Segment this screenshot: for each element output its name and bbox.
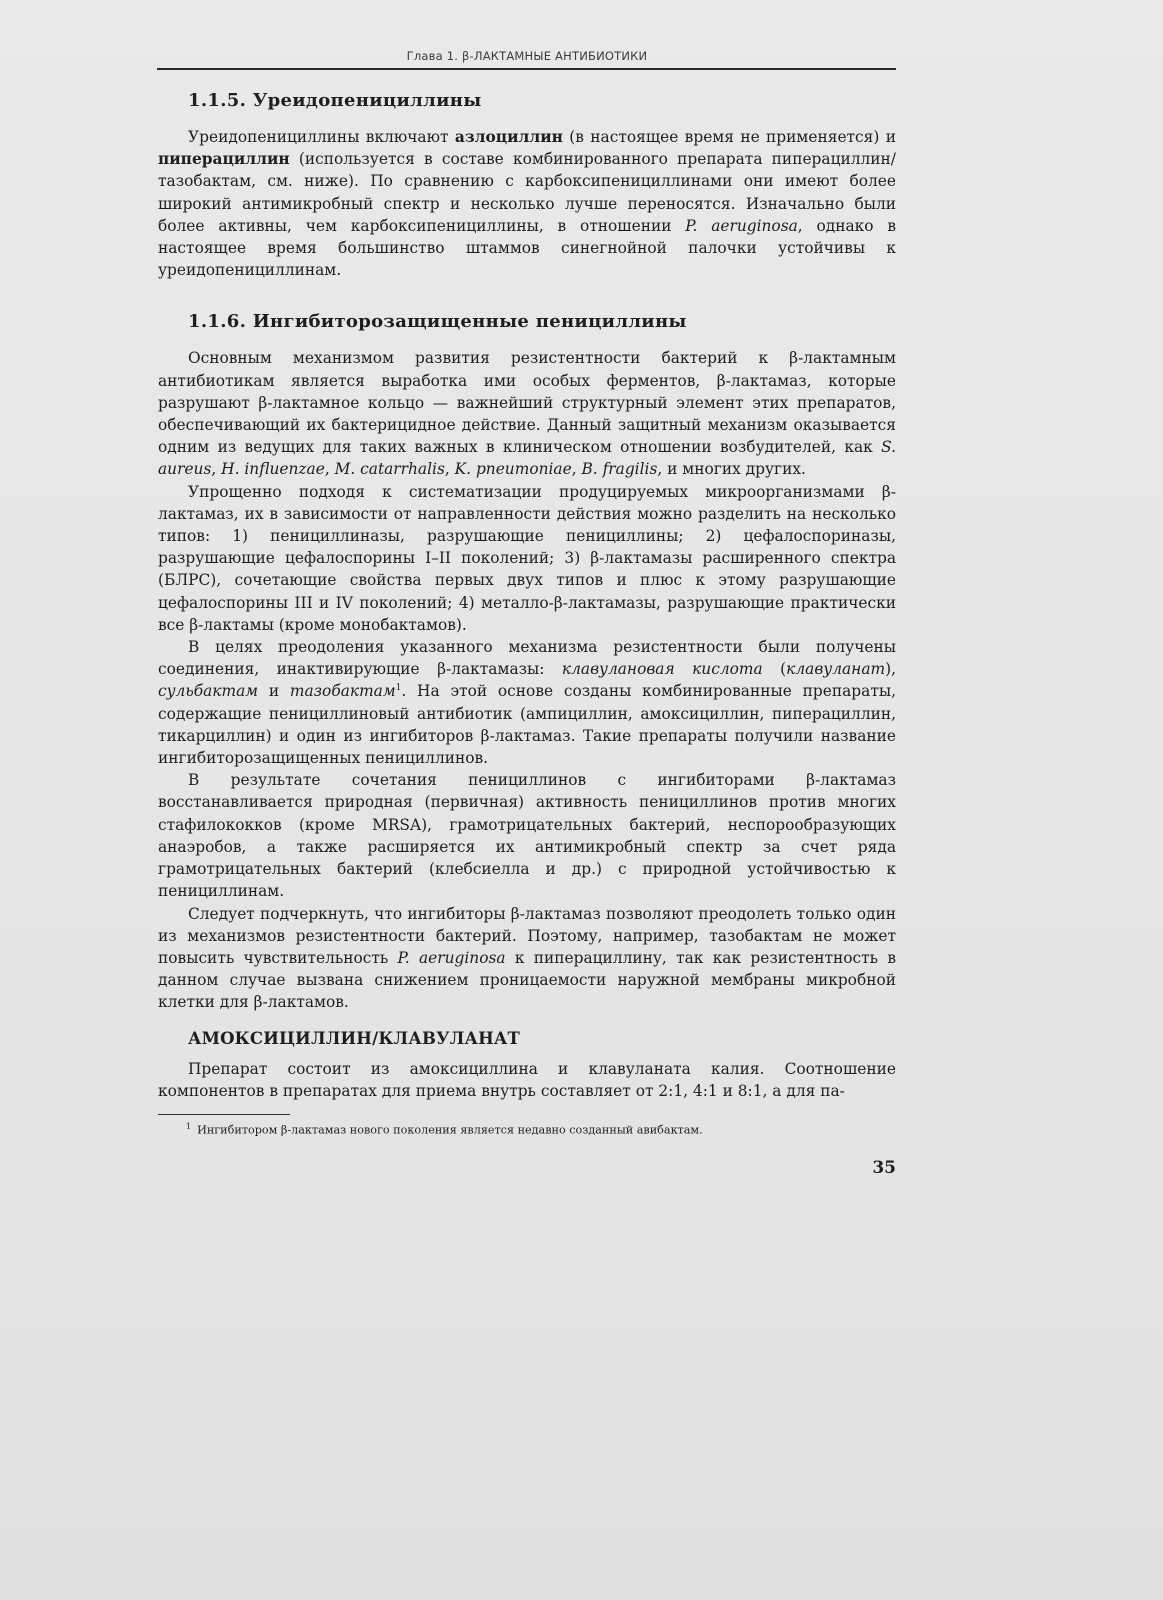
text-run: Следует подчеркнуть, что ингибиторы β-лактамаз позволяют преодолеть только один из механизмов резистентности бактерий. Поэтому, например, тазобактам не может повысить чувствительность — [158, 904, 896, 967]
paragraph — [158, 636, 896, 769]
text-run: , — [211, 460, 222, 479]
text-run: , и многих других. — [657, 460, 806, 479]
term-italic: сульбактам — [158, 682, 259, 701]
paragraph — [158, 126, 896, 281]
term-italic: клавуланат — [786, 660, 886, 679]
text-run: и — [258, 682, 290, 701]
text-run: В целях преодоления указанного механизма резистентности были получены соединения, инактивирующие β-лактамазы: — [158, 638, 896, 679]
text-run: (в настоящее время не применяется) и — [562, 128, 896, 146]
footnote-rule — [158, 1114, 290, 1115]
organism-italic: S. aureus — [158, 438, 896, 479]
running-head: Глава 1. β-ЛАКТАМНЫЕ АНТИБИОТИКИ — [406, 49, 648, 63]
scan-artifact — [596, 0, 618, 12]
footnote — [186, 1119, 896, 1139]
organism-italic: H. influenzae — [221, 460, 325, 479]
scan-margin — [0, 1210, 1163, 1600]
footnote-text: Ингибитором β-лактамаз нового поколения является недавно созданный авибактам. — [197, 1123, 703, 1137]
section-heading-ureidopenicillins: 1.1.5. Уреидопенициллины — [188, 90, 482, 111]
subsection-heading-amoxicillin-clavulanate: АМОКСИЦИЛЛИН/КЛАВУЛАНАТ — [188, 1028, 521, 1048]
text-run: , — [324, 460, 335, 479]
text-run: ( — [762, 660, 787, 679]
text-run: (используется в составе комбинированного препарата пиперациллин/тазобактам, см. ниже). По сравнению с карбоксипенициллинами они имеют более широкий антимикробный спектр и несколько лучше переносятся. Изначально были более активны, чем карбоксипенициллины, в отношении — [158, 150, 896, 235]
section-heading-inhibitor-protected: 1.1.6. Ингибиторозащищенные пенициллины — [188, 311, 687, 333]
text-run: , — [444, 460, 455, 479]
paragraph: Препарат состоит из амоксициллина и клавуланата калия. Соотношение компонентов в препаратах для приема внутрь составляет от 2:1, 4:1 и 8:1, а для па- — [158, 1059, 896, 1100]
text-run: Уреидопенициллины включают — [188, 128, 455, 146]
text-run: к пиперациллину, так как резистентность в данном случае вызвана снижением проницаемости наружной мембраны микробной клетки для β-лактамов. — [158, 948, 896, 1012]
drug-name-bold: пиперациллин — [158, 150, 290, 169]
page-number: 35 — [872, 1158, 896, 1178]
text-run: . На этой основе созданы комбинированные препараты, содержащие пенициллиновый антибиотик (ампициллин, амоксициллин, пиперациллин, тикарциллин) и один из ингибиторов β-лактамаз. Такие препараты получили название ингибиторозащищенных пенициллинов. — [158, 682, 896, 768]
header-rule — [157, 68, 896, 70]
text-run: , — [571, 460, 582, 479]
page-body — [158, 86, 896, 1102]
paragraph: В результате сочетания пенициллинов с ингибиторами β-лактамаз восстанавливается природная (первичная) активность пенициллинов против многих стафилококков (кроме MRSA), грамотрицательных бактерий, неспорообразующих анаэробов, а также расширяется их антимикробный спектр за счет ряда грамотрицательных бактерий (клебсиелла и др.) с природной устойчивостью к пенициллинам. — [158, 771, 896, 901]
organism-italic: P. aeruginosa — [685, 216, 798, 235]
term-italic: тазобактам — [289, 682, 396, 701]
paragraph — [158, 347, 896, 480]
text-run: , однако в настоящее время большинство штаммов синегнойной палочки устойчивы к уреидопенициллинам. — [158, 216, 896, 280]
term-italic: клавулановая кислота — [561, 660, 763, 679]
paragraph: Упрощенно подходя к систематизации продуцируемых микроорганизмами β-лактамаз, их в зависимости от направленности действия можно разделить на несколько типов: 1) пенициллиназы, разрушающие пенициллины; 2) цефалоспориназы, разрушающие цефалоспорины I–II поколений; 3) β-лактамазы расширенного спектра (БЛРС), сочетающие свойства первых двух типов и плюс к этому разрушающие цефалоспорины III и IV поколений; 4) металло-β-лактамазы, разрушающие практически все β-лактамы (кроме монобактамов). — [158, 482, 896, 634]
paragraph — [158, 903, 896, 1014]
drug-name-bold: азлоциллин — [454, 128, 563, 146]
footnote-ref: 1 — [395, 683, 402, 694]
organism-italic: K. pneumoniae — [454, 460, 572, 479]
text-run: ), — [885, 660, 896, 679]
organism-italic: B. fragilis — [581, 460, 658, 479]
footnote-number: 1 — [186, 1122, 192, 1131]
text-run: Основным механизмом развития резистентности бактерий к β-лактамным антибиотикам является выработка ими особых ферментов, β-лактамаз, которые разрушают β-лактамное кольцо — важнейший структурный элемент этих препаратов, обеспечивающий их бактерицидное действие. Данный защитный механизм оказывается одним из ведущих для таких важных в клиническом отношении возбудителей, как — [158, 349, 896, 457]
organism-italic: M. catarrhalis — [334, 460, 445, 479]
organism-italic: P. aeruginosa — [397, 948, 506, 967]
